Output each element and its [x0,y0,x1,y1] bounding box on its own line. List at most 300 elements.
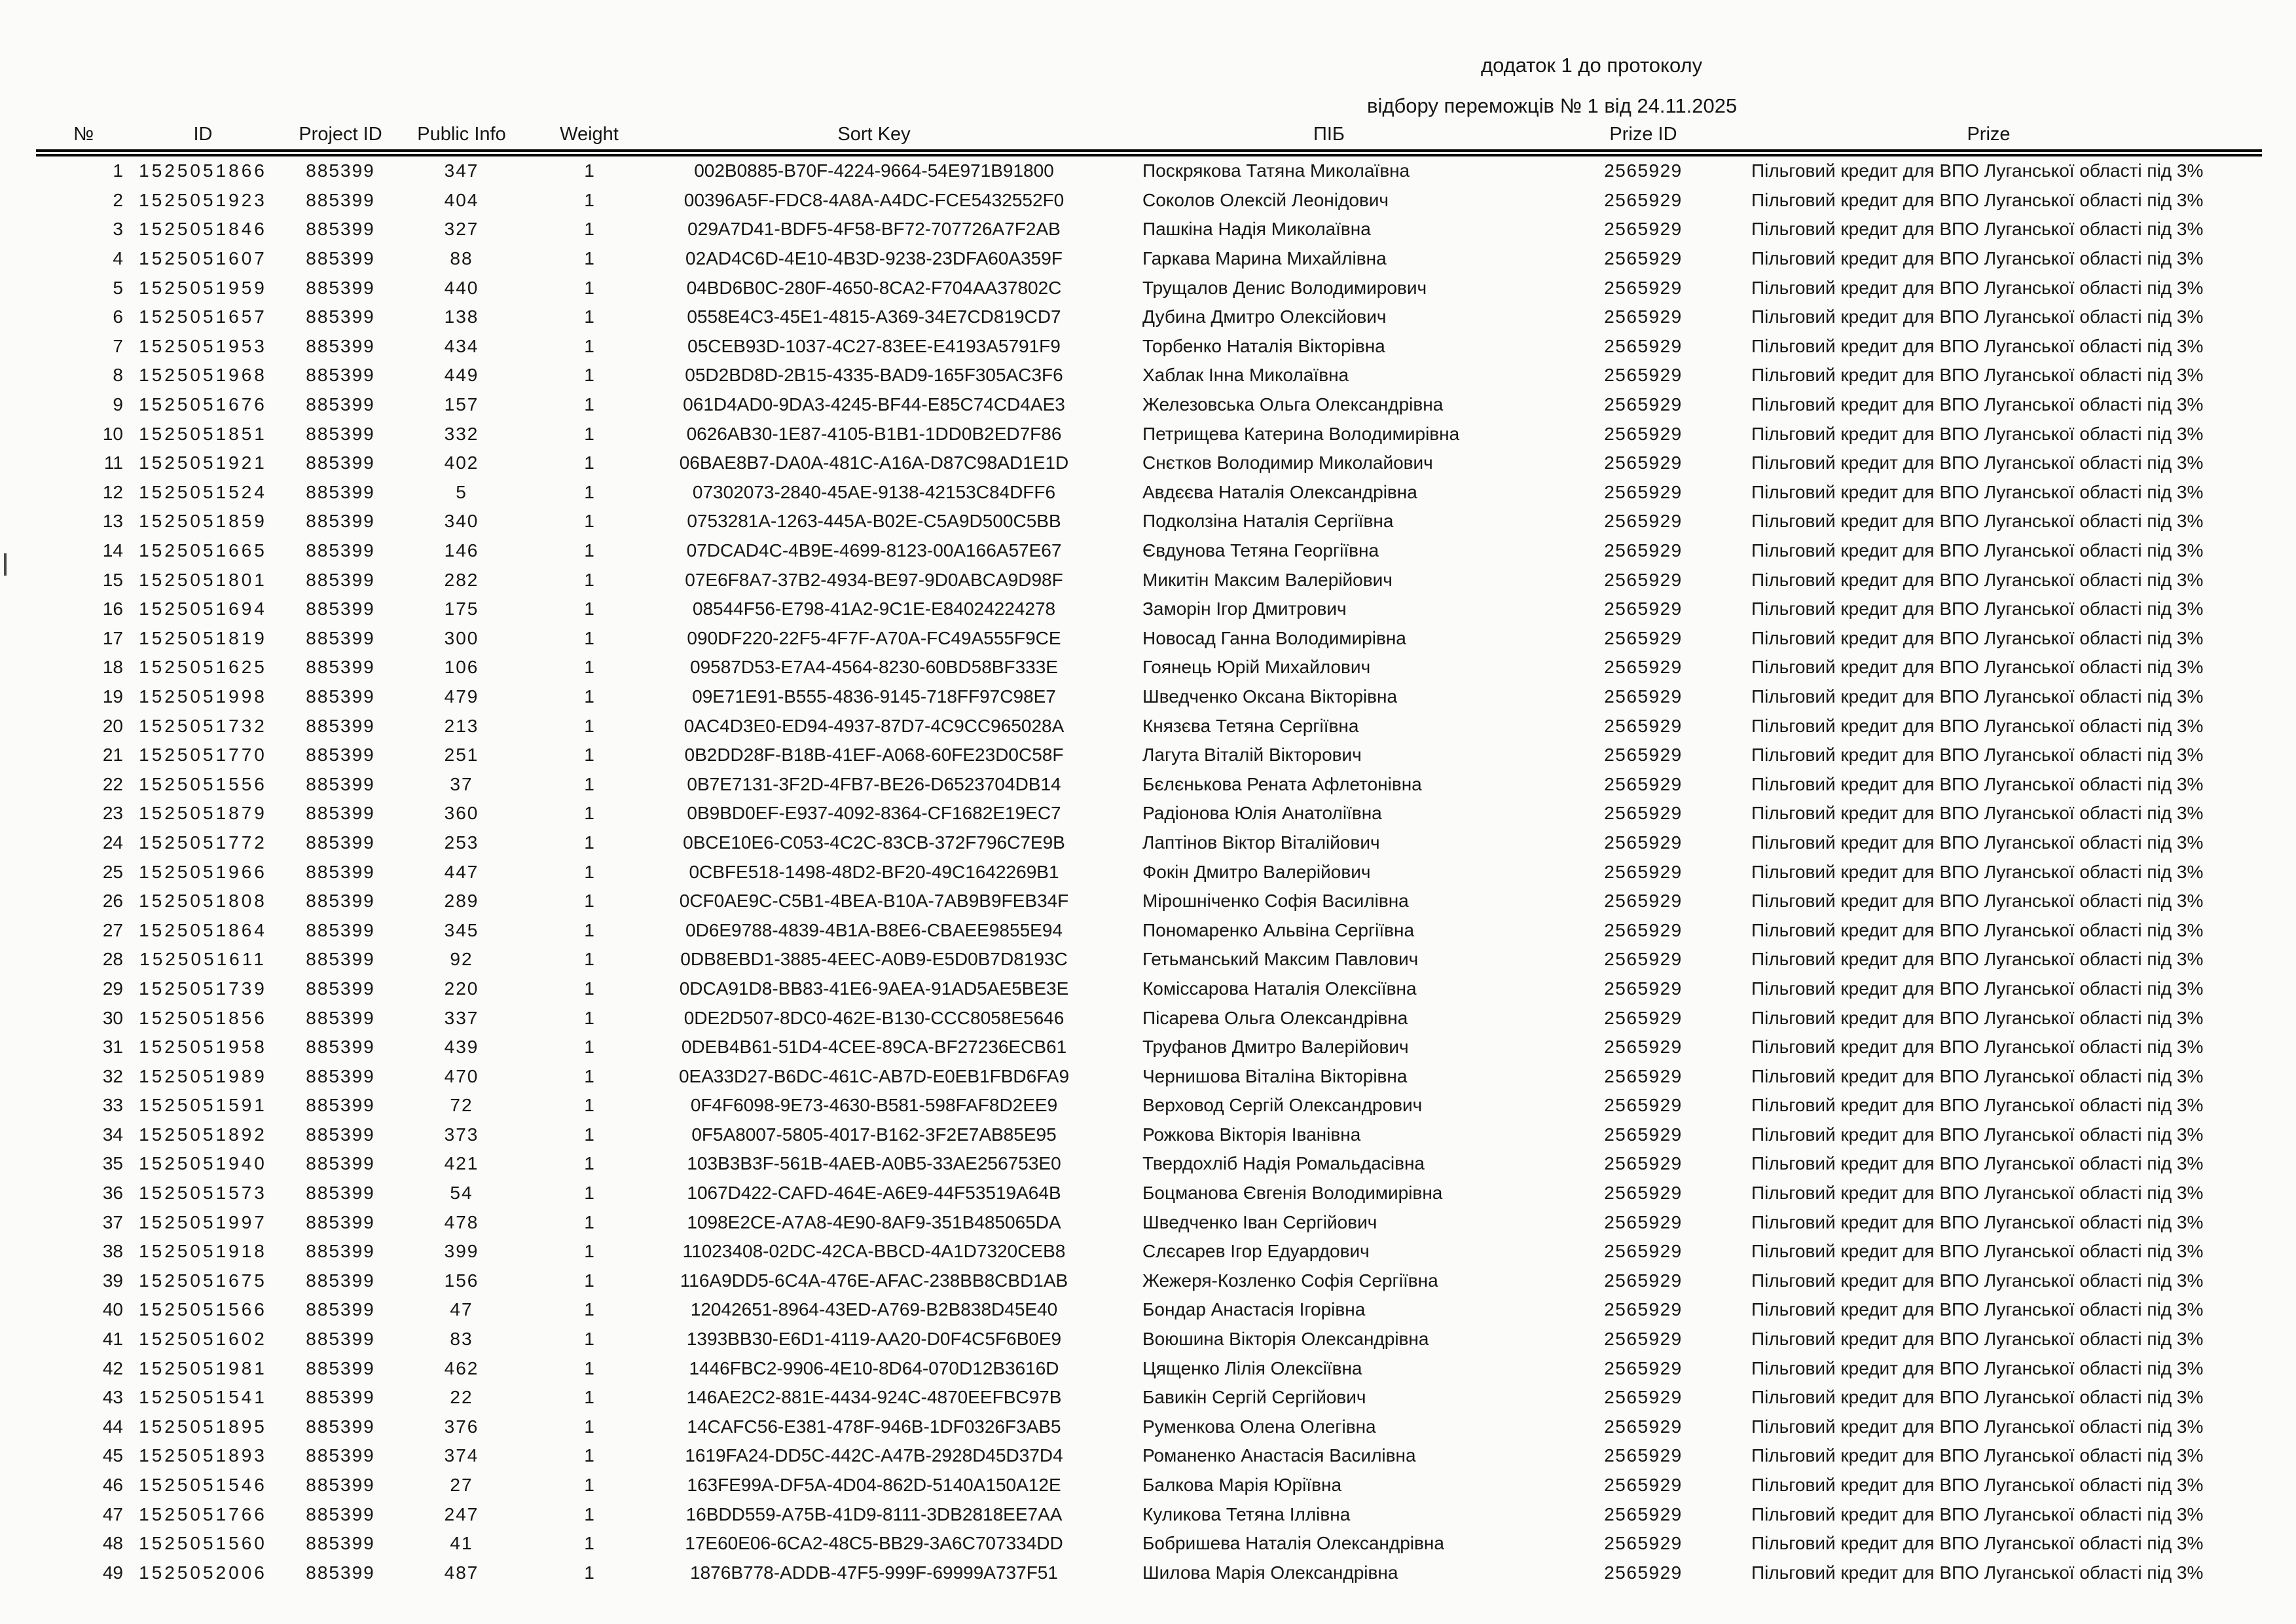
cell-weight: 1 [584,365,594,386]
cell-project-id: 885399 [306,1299,375,1320]
cell-prize: Пільговий кредит для ВПО Луганської області під 3% [1751,978,2204,999]
cell-sort-key: 0CF0AE9C-C5B1-4BEA-B10A-7AB9B9FEB34F [679,891,1069,912]
cell-public-info: 440 [444,277,479,298]
cell-weight: 1 [584,1241,594,1262]
table-row [36,769,2262,799]
cell-weight: 1 [584,540,594,561]
cell-prize: Пільговий кредит для ВПО Луганської області під 3% [1751,1153,2204,1174]
cell-sort-key: 0EA33D27-B6DC-461C-AB7D-E0EB1FBD6FA9 [678,1065,1070,1086]
column-header-8: Prize [1715,113,2262,153]
cell-sort-key: 0DB8EBD1-3885-4EEC-A0B9-E5D0B7D8193C [680,949,1068,970]
cell-prize: Пільговий кредит для ВПО Луганської області під 3% [1751,919,2204,940]
cell-id: 1525051566 [139,1299,267,1320]
cell-project-id: 885399 [306,832,375,853]
cell-prize-id: 2565929 [1604,773,1683,794]
table-row [36,945,2262,974]
cell-project-id: 885399 [306,803,375,824]
cell-no: 38 [102,1241,123,1262]
cell-sort-key: 0F4F6098-9E73-4630-B581-598FAF8D2EE9 [690,1095,1058,1116]
table-row [36,1033,2262,1062]
cell-sort-key: 146AE2C2-881E-4434-924C-4870EEFBC97B [686,1387,1062,1408]
cell-pib: Гаркава Марина Михайлівна [1142,248,1387,269]
cell-project-id: 885399 [306,540,375,561]
cell-id: 1525051864 [139,919,267,940]
cell-id: 1525051772 [139,832,267,853]
cell-weight: 1 [584,657,594,678]
cell-prize-id: 2565929 [1604,1533,1683,1554]
cell-id: 1525051879 [139,803,267,824]
cell-prize: Пільговий кредит для ВПО Луганської області під 3% [1751,394,2204,415]
cell-sort-key: 09587D53-E7A4-4564-8230-60BD58BF333E [690,657,1058,678]
cell-prize-id: 2565929 [1604,1504,1683,1524]
cell-sort-key: 1619FA24-DD5C-442C-A47B-2928D45D37D4 [685,1445,1063,1466]
cell-sort-key: 04BD6B0C-280F-4650-8CA2-F704AA37802C [686,277,1062,298]
cell-prize-id: 2565929 [1604,511,1683,532]
cell-id: 1525051694 [139,599,267,619]
cell-id: 1525051895 [139,1416,267,1437]
column-header-4: Weight [517,113,661,153]
cell-public-info: 376 [444,1416,479,1437]
cell-prize-id: 2565929 [1604,599,1683,619]
cell-pib: Соколов Олексій Леонідович [1142,189,1389,210]
cell-sort-key: 07302073-2840-45AE-9138-42153C84DFF6 [692,481,1056,502]
cell-prize: Пільговий кредит для ВПО Луганської області під 3% [1751,1416,2204,1437]
cell-project-id: 885399 [306,1065,375,1086]
cell-pib: Куликова Тетяна Іллівна [1142,1504,1351,1524]
cell-weight: 1 [584,1270,594,1291]
cell-id: 1525051856 [139,1007,267,1028]
cell-id: 1525051918 [139,1241,267,1262]
cell-id: 1525051573 [139,1183,267,1204]
cell-weight: 1 [584,569,594,590]
cell-prize-id: 2565929 [1604,540,1683,561]
cell-no: 31 [102,1037,123,1058]
cell-prize: Пільговий кредит для ВПО Луганської області під 3% [1751,773,2204,794]
cell-public-info: 156 [444,1270,479,1291]
cell-pib: Поскрякова Татяна Миколаївна [1142,160,1410,181]
cell-project-id: 885399 [306,686,375,707]
cell-sort-key: 061D4AD0-9DA3-4245-BF44-E85C74CD4AE3 [683,394,1065,415]
cell-pib: Мірошніченко Софія Василівна [1142,891,1409,912]
cell-sort-key: 1446FBC2-9906-4E10-8D64-070D12B3616D [689,1357,1059,1378]
cell-prize: Пільговий кредит для ВПО Луганської області під 3% [1751,1329,2204,1350]
cell-sort-key: 029A7D41-BDF5-4F58-BF72-707726A7F2AB [687,219,1061,240]
cell-sort-key: 1393BB30-E6D1-4119-AA20-D0F4C5F6B0E9 [686,1329,1062,1350]
cell-pib: Бєлєнькова Рената Афлетонівна [1142,773,1422,794]
cell-prize-id: 2565929 [1604,1416,1683,1437]
cell-project-id: 885399 [306,277,375,298]
cell-project-id: 885399 [306,219,375,240]
cell-no: 43 [102,1387,123,1408]
cell-id: 1525051591 [139,1095,267,1116]
table-row [36,1003,2262,1033]
cell-prize-id: 2565929 [1604,1124,1683,1145]
cell-public-info: 251 [444,745,479,766]
cell-no: 35 [102,1153,123,1174]
table-row [36,857,2262,887]
cell-prize-id: 2565929 [1604,1475,1683,1496]
cell-prize: Пільговий кредит для ВПО Луганської області під 3% [1751,365,2204,386]
cell-sort-key: 16BDD559-A75B-41D9-8111-3DB2818EE7AA [685,1504,1063,1524]
cell-public-info: 41 [450,1533,473,1554]
cell-project-id: 885399 [306,306,375,327]
table-row [36,186,2262,215]
cell-pib: Подколзіна Наталія Сергіївна [1142,511,1394,532]
cell-public-info: 421 [444,1153,479,1174]
cell-project-id: 885399 [306,1329,375,1350]
cell-id: 1525051953 [139,335,267,356]
cell-public-info: 462 [444,1357,479,1378]
cell-pib: Бобришева Наталія Олександрівна [1142,1533,1444,1554]
cell-no: 46 [102,1475,123,1496]
cell-prize-id: 2565929 [1604,452,1683,473]
cell-no: 9 [113,394,123,415]
cell-id: 1525051607 [139,248,267,269]
cell-project-id: 885399 [306,1533,375,1554]
table-row [36,1295,2262,1325]
cell-prize-id: 2565929 [1604,423,1683,444]
cell-weight: 1 [584,919,594,940]
cell-sort-key: 103B3B3F-561B-4AEB-A0B5-33AE256753E0 [687,1153,1061,1174]
cell-prize-id: 2565929 [1604,1065,1683,1086]
cell-project-id: 885399 [306,1124,375,1145]
cell-no: 33 [102,1095,123,1116]
cell-id: 1525051611 [139,949,266,970]
cell-pib: Боцманова Євгенія Володимирівна [1142,1183,1443,1204]
cell-project-id: 885399 [306,599,375,619]
cell-prize-id: 2565929 [1604,248,1683,269]
cell-id: 1525051602 [139,1329,267,1350]
table-row [36,1179,2262,1208]
cell-public-info: 402 [444,452,479,473]
table-row [36,1149,2262,1179]
table-row [36,741,2262,770]
cell-pib: Жежеря-Козленко Софія Сергіївна [1142,1270,1438,1291]
column-header-1: ID [131,113,275,153]
cell-weight: 1 [584,306,594,327]
cell-weight: 1 [584,715,594,736]
cell-prize: Пільговий кредит для ВПО Луганської області під 3% [1751,1445,2204,1466]
column-header-7: Prize ID [1571,113,1715,153]
cell-no: 7 [113,335,123,356]
cell-prize-id: 2565929 [1604,1037,1683,1058]
cell-prize-id: 2565929 [1604,306,1683,327]
cell-sort-key: 0DE2D507-8DC0-462E-B130-CCC8058E5646 [683,1007,1065,1028]
cell-sort-key: 09E71E91-B555-4836-9145-718FF97C98E7 [692,686,1056,707]
cell-project-id: 885399 [306,394,375,415]
cell-pib: Воюшина Вікторія Олександрівна [1142,1329,1429,1350]
cell-prize: Пільговий кредит для ВПО Луганської області під 3% [1751,540,2204,561]
cell-public-info: 434 [444,335,479,356]
cell-pib: Лаптінов Віктор Віталійович [1142,832,1380,853]
cell-project-id: 885399 [306,949,375,970]
table-row [36,1500,2262,1529]
cell-project-id: 885399 [306,1037,375,1058]
cell-weight: 1 [584,1504,594,1524]
cell-id: 1525051801 [139,569,267,590]
cell-no: 19 [102,686,123,707]
cell-prize-id: 2565929 [1604,1270,1683,1291]
table-row [36,507,2262,536]
table-row [36,215,2262,244]
table-row [36,887,2262,916]
cell-project-id: 885399 [306,1357,375,1378]
table-row [36,1471,2262,1500]
table-row [36,1383,2262,1412]
cell-weight: 1 [584,1153,594,1174]
table-row [36,419,2262,449]
cell-no: 24 [102,832,123,853]
cell-no: 37 [102,1211,123,1232]
cell-id: 1525051808 [139,891,267,912]
cell-weight: 1 [584,978,594,999]
cell-no: 5 [113,277,123,298]
cell-prize: Пільговий кредит для ВПО Луганської області під 3% [1751,832,2204,853]
cell-project-id: 885399 [306,1211,375,1232]
cell-public-info: 92 [450,949,473,970]
cell-prize: Пільговий кредит для ВПО Луганської області під 3% [1751,1211,2204,1232]
table-row [36,536,2262,566]
appendix-title-line1: додаток 1 до протоколу [1481,54,1703,77]
cell-prize: Пільговий кредит для ВПО Луганської області під 3% [1751,1357,2204,1378]
cell-public-info: 360 [444,803,479,824]
column-header-6: ПІБ [1087,113,1571,153]
cell-prize: Пільговий кредит для ВПО Луганської області під 3% [1751,481,2204,502]
cell-prize-id: 2565929 [1604,1445,1683,1466]
cell-project-id: 885399 [306,745,375,766]
cell-prize-id: 2565929 [1604,481,1683,502]
cell-public-info: 72 [450,1095,473,1116]
cell-no: 26 [102,891,123,912]
cell-public-info: 478 [444,1211,479,1232]
cell-pib: Снєтков Володимир Миколайович [1142,452,1433,473]
cell-prize-id: 2565929 [1604,1329,1683,1350]
table-row [36,1208,2262,1237]
cell-pib: Труфанов Дмитро Валерійович [1142,1037,1409,1058]
cell-project-id: 885399 [306,1153,375,1174]
cell-no: 29 [102,978,123,999]
table-row [36,449,2262,478]
cell-sort-key: 14CAFC56-E381-478F-946B-1DF0326F3AB5 [687,1416,1061,1437]
cell-prize: Пільговий кредит для ВПО Луганської області під 3% [1751,599,2204,619]
cell-id: 1525051739 [139,978,267,999]
cell-prize-id: 2565929 [1604,657,1683,678]
cell-prize: Пільговий кредит для ВПО Луганської області під 3% [1751,219,2204,240]
cell-public-info: 282 [444,569,479,590]
table-row [36,711,2262,741]
cell-sort-key: 17E60E06-6CA2-48C5-BB29-3A6C707334DD [685,1533,1063,1554]
table-row [36,1091,2262,1120]
cell-project-id: 885399 [306,861,375,882]
winners-table [36,113,2262,1587]
cell-sort-key: 090DF220-22F5-4F7F-A70A-FC49A555F9CE [687,627,1061,648]
cell-no: 4 [113,248,123,269]
cell-weight: 1 [584,1562,594,1583]
cell-sort-key: 02AD4C6D-4E10-4B3D-9238-23DFA60A359F [685,248,1063,269]
cell-prize-id: 2565929 [1604,715,1683,736]
cell-id: 1525051770 [139,745,267,766]
cell-public-info: 332 [444,423,479,444]
cell-prize-id: 2565929 [1604,219,1683,240]
cell-no: 1 [113,160,123,181]
cell-public-info: 138 [444,306,479,327]
table-row [36,478,2262,507]
cell-pib: Авдєєва Наталія Олександрівна [1142,481,1417,502]
cell-prize: Пільговий кредит для ВПО Луганської області під 3% [1751,949,2204,970]
table-row [36,653,2262,682]
cell-prize: Пільговий кредит для ВПО Луганської області під 3% [1751,745,2204,766]
cell-id: 1525051958 [139,1037,267,1058]
table-row [36,565,2262,595]
cell-no: 28 [102,949,123,970]
table-row [36,1354,2262,1383]
cell-public-info: 54 [450,1183,473,1204]
cell-weight: 1 [584,1299,594,1320]
cell-sort-key: 0D6E9788-4839-4B1A-B8E6-CBAEE9855E94 [685,919,1063,940]
cell-pib: Шведченко Іван Сергійович [1142,1211,1377,1232]
cell-prize-id: 2565929 [1604,1387,1683,1408]
table-row [36,153,2262,186]
cell-project-id: 885399 [306,511,375,532]
cell-sort-key: 0753281A-1263-445A-B02E-C5A9D500C5BB [687,511,1061,532]
cell-pib: Петрищева Катерина Володимирівна [1142,423,1460,444]
cell-prize-id: 2565929 [1604,1183,1683,1204]
cell-public-info: 449 [444,365,479,386]
cell-no: 12 [102,481,123,502]
cell-weight: 1 [584,861,594,882]
cell-sort-key: 07E6F8A7-37B2-4934-BE97-9D0ABCA9D98F [685,569,1063,590]
cell-public-info: 399 [444,1241,479,1262]
cell-prize: Пільговий кредит для ВПО Луганської області під 3% [1751,306,2204,327]
cell-pib: Микитін Максим Валерійович [1142,569,1393,590]
cell-sort-key: 1876B778-ADDB-47F5-999F-69999A737F51 [690,1562,1058,1583]
cell-prize-id: 2565929 [1604,919,1683,940]
cell-prize: Пільговий кредит для ВПО Луганської області під 3% [1751,861,2204,882]
cell-no: 11 [103,452,123,473]
cell-prize: Пільговий кредит для ВПО Луганської області під 3% [1751,1475,2204,1496]
cell-weight: 1 [584,1211,594,1232]
cell-weight: 1 [584,832,594,853]
cell-public-info: 175 [444,599,479,619]
cell-pib: Шилова Марія Олександрівна [1142,1562,1398,1583]
cell-public-info: 337 [444,1007,479,1028]
cell-public-info: 373 [444,1124,479,1145]
cell-pib: Твердохліб Надія Ромальдасівна [1142,1153,1425,1174]
cell-public-info: 479 [444,686,479,707]
cell-public-info: 470 [444,1065,479,1086]
cell-no: 44 [102,1416,123,1437]
cell-public-info: 22 [450,1387,473,1408]
cell-weight: 1 [584,1329,594,1350]
cell-prize-id: 2565929 [1604,891,1683,912]
cell-prize: Пільговий кредит для ВПО Луганської області під 3% [1751,657,2204,678]
cell-prize-id: 2565929 [1604,335,1683,356]
cell-weight: 1 [584,1095,594,1116]
cell-project-id: 885399 [306,248,375,269]
cell-pib: Бондар Анастасія Ігорівна [1142,1299,1366,1320]
cell-sort-key: 0558E4C3-45E1-4815-A369-34E7CD819CD7 [687,306,1061,327]
cell-weight: 1 [584,627,594,648]
cell-no: 14 [102,540,123,561]
cell-id: 1525051851 [139,423,267,444]
scan-artifact [4,553,7,576]
cell-id: 1525051997 [139,1211,267,1232]
cell-prize-id: 2565929 [1604,1562,1683,1583]
cell-weight: 1 [584,394,594,415]
table-row [36,1061,2262,1091]
table-row [36,244,2262,274]
cell-public-info: 220 [444,978,479,999]
cell-id: 1525051766 [139,1504,267,1524]
cell-prize-id: 2565929 [1604,1241,1683,1262]
cell-sort-key: 06BAE8B7-DA0A-481C-A16A-D87C98AD1E1D [679,452,1069,473]
table-row [36,1237,2262,1266]
cell-prize-id: 2565929 [1604,365,1683,386]
cell-no: 2 [113,189,123,210]
cell-sort-key: 0CBFE518-1498-48D2-BF20-49C1642269B1 [689,861,1059,882]
column-header-2: Project ID [275,113,406,153]
cell-weight: 1 [584,511,594,532]
table-row [36,303,2262,332]
cell-sort-key: 05D2BD8D-2B15-4335-BAD9-165F305AC3F6 [685,365,1063,386]
cell-id: 1525051732 [139,715,267,736]
cell-prize-id: 2565929 [1604,1299,1683,1320]
cell-prize: Пільговий кредит для ВПО Луганської області під 3% [1751,160,2204,181]
cell-prize-id: 2565929 [1604,686,1683,707]
cell-project-id: 885399 [306,1270,375,1291]
cell-pib: Заморін Ігор Дмитрович [1142,599,1347,619]
cell-public-info: 157 [444,394,479,415]
cell-no: 34 [102,1124,123,1145]
cell-prize-id: 2565929 [1604,1095,1683,1116]
cell-sort-key: 002B0885-B70F-4224-9664-54E971B91800 [694,160,1054,181]
cell-weight: 1 [584,481,594,502]
cell-weight: 1 [584,745,594,766]
table-row [36,390,2262,420]
cell-public-info: 374 [444,1445,479,1466]
cell-weight: 1 [584,1475,594,1496]
cell-public-info: 289 [444,891,479,912]
cell-sort-key: 11023408-02DC-42CA-BBCD-4A1D7320CEB8 [682,1241,1066,1262]
column-header-3: Public Info [406,113,517,153]
cell-sort-key: 0DCA91D8-BB83-41E6-9AEA-91AD5AE5BE3E [679,978,1069,999]
cell-project-id: 885399 [306,657,375,678]
cell-prize-id: 2565929 [1604,160,1683,181]
cell-prize-id: 2565929 [1604,1007,1683,1028]
cell-project-id: 885399 [306,891,375,912]
cell-pib: Дубина Дмитро Олексійович [1142,306,1387,327]
cell-prize: Пільговий кредит для ВПО Луганської області під 3% [1751,423,2204,444]
appendix-title-line2: відбору переможців № 1 від 24.11.2025 [1367,94,1738,117]
cell-prize: Пільговий кредит для ВПО Луганської області під 3% [1751,627,2204,648]
cell-public-info: 439 [444,1037,479,1058]
cell-public-info: 5 [456,481,467,502]
cell-pib: Пісарева Ольга Олександрівна [1142,1007,1408,1028]
cell-pib: Фокін Дмитро Валерійович [1142,861,1371,882]
cell-public-info: 106 [444,657,479,678]
cell-prize: Пільговий кредит для ВПО Луганської області під 3% [1751,1387,2204,1408]
cell-no: 27 [102,919,123,940]
cell-prize: Пільговий кредит для ВПО Луганської області під 3% [1751,452,2204,473]
cell-weight: 1 [584,277,594,298]
table-row [36,915,2262,945]
cell-prize-id: 2565929 [1604,861,1683,882]
cell-weight: 1 [584,1445,594,1466]
cell-weight: 1 [584,949,594,970]
cell-prize-id: 2565929 [1604,745,1683,766]
cell-weight: 1 [584,803,594,824]
table-row [36,799,2262,828]
